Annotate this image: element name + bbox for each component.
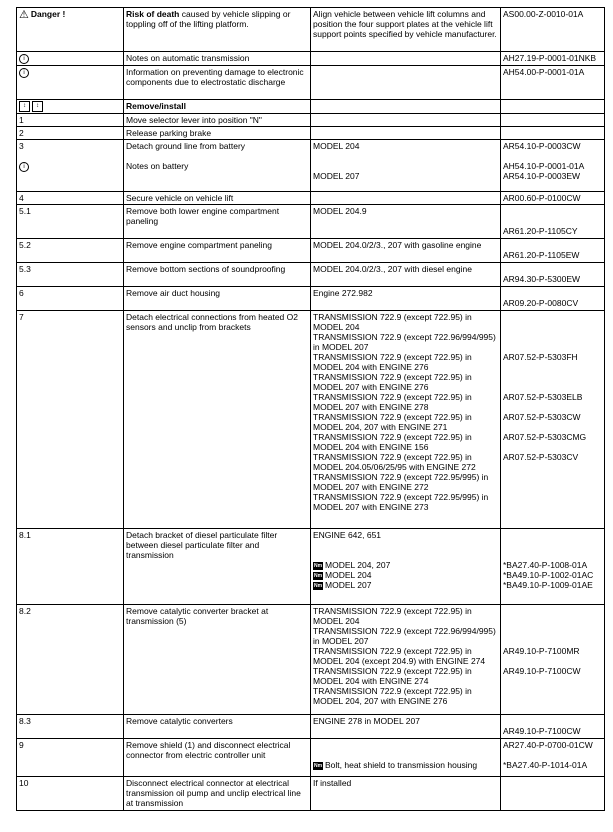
transmission-text: TRANSMISSION 722.9 (except 722.95) in MODEL 204: [313, 606, 472, 627]
ref-link[interactable]: AR07.52-P-5303CW: [503, 412, 581, 423]
transmission-text: TRANSMISSION 722.9 (except 722.96/994/995) in MODEL 207: [313, 332, 496, 353]
transmission-text: TRANSMISSION 722.9 (except 722.95) in MODEL 204, 207 with ENGINE 271: [313, 412, 472, 433]
ref-link[interactable]: *BA27.40-P-1014-01A: [503, 760, 588, 771]
step-text: Detach ground line from battery: [126, 141, 246, 152]
step-row: [17, 263, 605, 287]
danger-row: [17, 8, 605, 52]
note-ref: AH54.00-P-0001-01A: [501, 66, 605, 100]
ref-link[interactable]: AR94.30-P-5300EW: [503, 274, 581, 285]
step-row: [17, 127, 605, 140]
ref-link[interactable]: AR54.10-P-0003CW: [503, 141, 581, 152]
step-number: 2: [17, 127, 124, 140]
model-text: MODEL 207: [313, 171, 360, 182]
model-text: MODEL 204.9: [311, 205, 501, 239]
step-number: 3: [19, 141, 24, 152]
ref-link[interactable]: AR27.40-P-0700-01CW: [503, 740, 593, 751]
torque-icon: Nm: [313, 573, 323, 579]
transmission-text: TRANSMISSION 722.9 (except 722.96/994/995) in MODEL 207: [313, 626, 496, 647]
ref-link[interactable]: *BA49.10-P-1002-01AC: [503, 570, 594, 581]
step-row: [17, 777, 605, 811]
torque-spec: Bolt, heat shield to transmission housing: [325, 760, 478, 771]
note-icon: i: [19, 162, 29, 172]
step-text: Remove catalytic converter bracket at transmission (5): [124, 605, 311, 715]
transmission-text: TRANSMISSION 722.9 (except 722.95) in MODEL 204 (except 204.9) with ENGINE 274: [313, 646, 486, 667]
remove-icon: ↕: [19, 101, 30, 112]
model-text: ENGINE 642, 651: [313, 530, 382, 541]
step-text: Detach bracket of diesel particulate filter between diesel particulate filter and transmission: [124, 529, 311, 605]
ref-link[interactable]: AR49.10-P-7100CW: [503, 666, 581, 677]
step-text: Remove air duct housing: [124, 287, 311, 311]
ref-link[interactable]: AR49.10-P-7100MR: [503, 646, 580, 657]
step-text: Remove shield (1) and disconnect electrical connector from electric controller unit: [124, 739, 311, 777]
ref-link[interactable]: AR00.60-P-0100CW: [501, 192, 605, 205]
transmission-text: TRANSMISSION 722.9 (except 722.95) in MODEL 204: [313, 312, 472, 333]
step-text: Detach electrical connections from heated O2 sensors and unclip from brackets: [124, 311, 311, 529]
torque-model: MODEL 204, 207: [325, 560, 391, 571]
step-row: [17, 114, 605, 127]
step-text: Release parking brake: [124, 127, 311, 140]
transmission-text: TRANSMISSION 722.9 (except 722.95/995) in MODEL 207 with ENGINE 272: [313, 472, 489, 493]
ref-link[interactable]: AR09.20-P-0080CV: [503, 298, 579, 309]
step-row: [17, 287, 605, 311]
transmission-text: TRANSMISSION 722.9 (except 722.95) in MODEL 204 with ENGINE 276: [313, 352, 472, 373]
danger-action: Align vehicle between vehicle lift columns and position the four support plates at the vehicle lift support points specified by vehicle manufacturer.: [311, 8, 501, 52]
step-row: [17, 192, 605, 205]
transmission-text: TRANSMISSION 722.9 (except 722.95) in MODEL 204.05/06/25/95 with ENGINE 272: [313, 452, 476, 473]
note-icon: i: [19, 68, 29, 78]
transmission-text: TRANSMISSION 722.9 (except 722.95/995) in MODEL 207 with ENGINE 273: [313, 492, 489, 513]
torque-icon: Nm: [313, 583, 323, 589]
ref-link[interactable]: AR07.52-P-5303FH: [503, 352, 578, 363]
torque-icon: Nm: [313, 563, 323, 569]
torque-icon: Nm: [313, 763, 323, 769]
step-number: 5.2: [17, 239, 124, 263]
danger-label: Danger !: [30, 9, 66, 19]
step-number: 5.3: [17, 263, 124, 287]
step-row: [17, 605, 605, 715]
step-text: Remove engine compartment paneling: [124, 239, 311, 263]
ref-link[interactable]: AR61.20-P-1105EW: [503, 250, 580, 261]
torque-model: MODEL 207: [325, 580, 372, 591]
danger-text: caused by vehicle slipping or toppling off of the lifting platform.: [126, 9, 291, 29]
install-icon: ↕: [32, 101, 43, 112]
ref-link[interactable]: AH54.10-P-0001-01A: [503, 161, 585, 172]
step-number: 10: [17, 777, 124, 811]
model-text: MODEL 204: [313, 141, 360, 152]
note-icon: i: [19, 54, 29, 64]
model-text: MODEL 204.0/2/3., 207 with gasoline engine: [311, 239, 501, 263]
ref-link[interactable]: AR49.10-P-7100CW: [503, 726, 581, 737]
ref-link[interactable]: AR07.52-P-5303ELB: [503, 392, 583, 403]
ref-link[interactable]: *BA49.10-P-1009-01AE: [503, 580, 593, 591]
warning-triangle-icon: ⚠: [19, 8, 29, 21]
step-number: 1: [17, 114, 124, 127]
transmission-text: TRANSMISSION 722.9 (except 722.95) in MODEL 204 with ENGINE 274: [313, 666, 472, 687]
ref-link[interactable]: AR07.52-P-5303CV: [503, 452, 579, 463]
step-number: 6: [17, 287, 124, 311]
step-text: Remove catalytic converters: [124, 715, 311, 739]
transmission-text: TRANSMISSION 722.9 (except 722.95) in MODEL 207 with ENGINE 276: [313, 372, 472, 393]
step-number: 5.1: [17, 205, 124, 239]
step-row: [17, 239, 605, 263]
note-ref: AH27.19-P-0001-01NKB: [501, 52, 605, 66]
step-text: Disconnect electrical connector at electrical transmission oil pump and unclip electrical line at transmission: [124, 777, 311, 811]
step-number: 7: [17, 311, 124, 529]
transmission-text: TRANSMISSION 722.9 (except 722.95) in MODEL 204 with ENGINE 156: [313, 432, 472, 453]
ref-link[interactable]: *BA27.40-P-1008-01A: [503, 560, 588, 571]
danger-label-cell: [17, 8, 124, 52]
model-text: If installed: [311, 777, 501, 811]
step-number: 8.2: [17, 605, 124, 715]
step-text: Remove bottom sections of soundproofing: [124, 263, 311, 287]
step-row: [17, 739, 605, 777]
model-text: Engine 272.982: [311, 287, 501, 311]
step-number: 8.1: [17, 529, 124, 605]
section-row: [17, 100, 605, 114]
step-note: Notes on battery: [126, 161, 189, 172]
ref-link[interactable]: AR07.52-P-5303CMG: [503, 432, 587, 443]
model-text: MODEL 204.0/2/3., 207 with diesel engine: [311, 263, 501, 287]
section-title: Remove/install: [124, 100, 311, 114]
step-number: 4: [17, 192, 124, 205]
model-text: ENGINE 278 in MODEL 207: [311, 715, 501, 739]
transmission-text: TRANSMISSION 722.9 (except 722.95) in MODEL 207 with ENGINE 278: [313, 392, 472, 413]
step-row: [17, 140, 605, 192]
ref-link[interactable]: AR61.20-P-1105CY: [503, 226, 578, 237]
step-row: [17, 311, 605, 529]
note-text: Information on preventing damage to electronic components due to electrostatic discharge: [124, 66, 311, 100]
step-row: [17, 715, 605, 739]
note-row: [17, 66, 605, 100]
step-row: [17, 205, 605, 239]
ref-link[interactable]: AR54.10-P-0003EW: [503, 171, 581, 182]
torque-model: MODEL 204: [325, 570, 372, 581]
step-text: Secure vehicle on vehicle lift: [124, 192, 311, 205]
procedure-table: [16, 7, 605, 811]
transmission-text: TRANSMISSION 722.9 (except 722.95) in MODEL 204, 207 with ENGINE 276: [313, 686, 472, 707]
step-number: 8.3: [17, 715, 124, 739]
step-row: [17, 529, 605, 605]
danger-ref: AS00.00-Z-0010-01A: [501, 8, 605, 52]
step-text: Move selector lever into position "N": [124, 114, 311, 127]
step-number: 9: [17, 739, 124, 777]
note-row: [17, 52, 605, 66]
step-text: Remove both lower engine compartment paneling: [124, 205, 311, 239]
danger-title: Risk of death: [126, 9, 180, 19]
note-text: Notes on automatic transmission: [124, 52, 311, 66]
